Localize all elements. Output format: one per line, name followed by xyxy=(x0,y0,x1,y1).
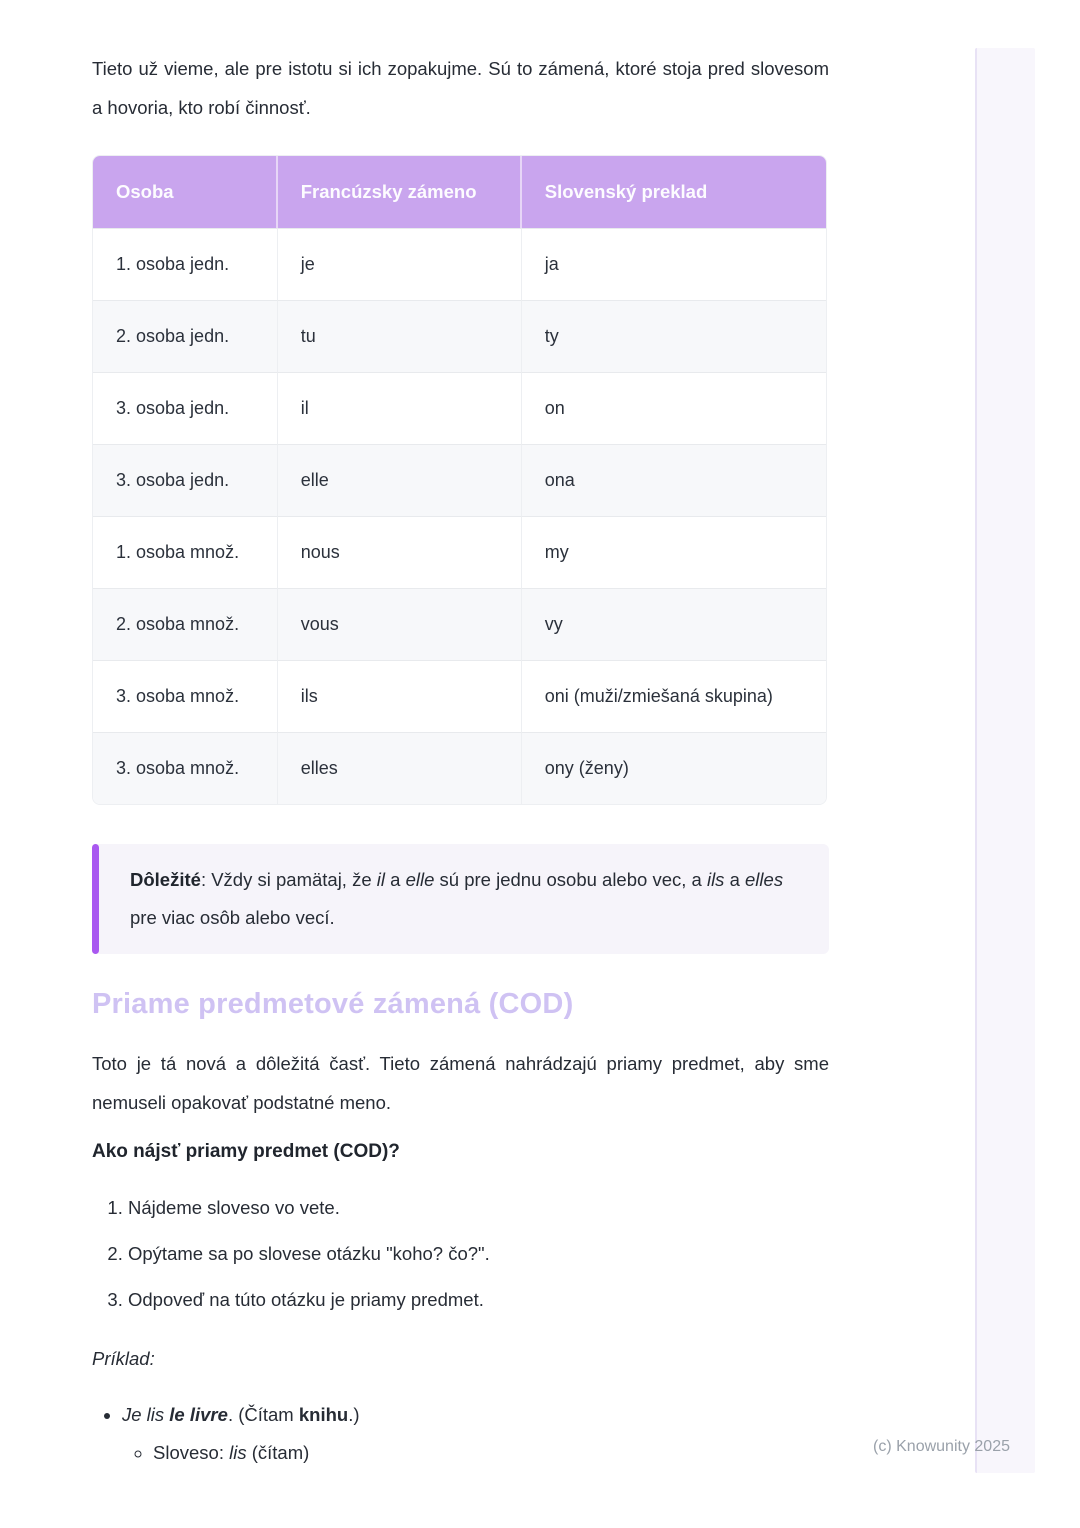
example-item xyxy=(122,1396,829,1472)
example-french-object: le livre xyxy=(169,1404,228,1425)
table-cell: vy xyxy=(522,588,826,660)
table-cell: 1. osoba množ. xyxy=(93,516,278,588)
example-text: . (Čítam xyxy=(227,1404,299,1425)
table-cell: 1. osoba jedn. xyxy=(93,228,278,300)
table-cell: je xyxy=(278,228,522,300)
header-cell-osoba: Osoba xyxy=(93,156,278,228)
header-cell-slovensky-preklad: Slovenský preklad xyxy=(522,156,826,228)
important-callout xyxy=(92,844,829,954)
how-to-heading: Ako nájsť priamy predmet (COD)? xyxy=(92,1141,400,1162)
pronoun-table xyxy=(92,155,827,805)
callout-text: sú pre jednu osobu alebo vec, a xyxy=(434,869,707,890)
table-row xyxy=(93,300,826,372)
table-cell: ona xyxy=(522,444,826,516)
step-item: 2. Opýtame sa po slovese otázku "koho? čo?". xyxy=(128,1235,829,1273)
copyright-watermark: (c) Knowunity 2025 xyxy=(873,1438,1010,1455)
table-row xyxy=(93,588,826,660)
example-label: Príklad: xyxy=(92,1348,155,1369)
table-row xyxy=(93,732,826,804)
table-row xyxy=(93,372,826,444)
table-cell: nous xyxy=(278,516,522,588)
example-sub-verb: lis xyxy=(229,1442,247,1463)
table-cell: ils xyxy=(278,660,522,732)
table-header-row xyxy=(93,156,826,228)
table-cell: oni (muži/zmiešaná skupina) xyxy=(522,660,826,732)
table-cell: il xyxy=(278,372,522,444)
table-cell: vous xyxy=(278,588,522,660)
table-cell: elle xyxy=(278,444,522,516)
table-cell: 2. osoba jedn. xyxy=(93,300,278,372)
example-sub-text: (čítam) xyxy=(246,1442,310,1463)
callout-text: : Vždy si pamätaj, že xyxy=(200,869,377,890)
table-cell: ty xyxy=(522,300,826,372)
callout-term: il xyxy=(376,869,385,890)
table-cell: 3. osoba jedn. xyxy=(93,444,278,516)
table-cell: my xyxy=(522,516,826,588)
document-page xyxy=(92,0,829,1472)
table-cell: 2. osoba množ. xyxy=(93,588,278,660)
table-row xyxy=(93,660,826,732)
table-cell: on xyxy=(522,372,826,444)
step-item: 3. Odpoveď na túto otázku je priamy predmet. xyxy=(128,1281,829,1319)
callout-label: Dôležité xyxy=(130,869,201,890)
example-list xyxy=(92,1396,829,1472)
header-cell-francuzsky-zameno: Francúzsky zámeno xyxy=(278,156,522,228)
section-paragraph: Toto je tá nová a dôležitá časť. Tieto zámená nahrádzajú priamy predmet, aby sme nemuseli opakovať podstatné meno. xyxy=(92,1053,829,1113)
example-french-text: Je lis xyxy=(122,1404,170,1425)
example-subitem xyxy=(153,1434,829,1472)
intro-paragraph: Tieto už vieme, ale pre istotu si ich zopakujme. Sú to zámená, ktoré stoja pred slovesom a hovoria, kto robí činnosť. xyxy=(92,58,829,118)
table-cell: tu xyxy=(278,300,522,372)
table-cell: ony (ženy) xyxy=(522,732,826,804)
callout-text: pre viac osôb alebo vecí. xyxy=(130,907,335,928)
section-title: Priame predmetové zámená (COD) xyxy=(92,988,574,1020)
callout-term: elle xyxy=(405,869,435,890)
table-cell: ja xyxy=(522,228,826,300)
next-page-edge-panel xyxy=(975,48,1035,1473)
table-cell: 3. osoba množ. xyxy=(93,660,278,732)
table-row xyxy=(93,444,826,516)
table-cell: 3. osoba množ. xyxy=(93,732,278,804)
table-row xyxy=(93,228,826,300)
example-sub-text: Sloveso: xyxy=(153,1442,230,1463)
callout-text: a xyxy=(385,869,406,890)
example-slovak-object: knihu xyxy=(298,1404,349,1425)
table-cell: 3. osoba jedn. xyxy=(93,372,278,444)
table-cell: elles xyxy=(278,732,522,804)
steps-list xyxy=(92,1189,829,1319)
step-item: 1. Nájdeme sloveso vo vete. xyxy=(128,1189,829,1227)
table-row xyxy=(93,516,826,588)
callout-text: a xyxy=(724,869,746,890)
callout-term: ils xyxy=(706,869,725,890)
callout-term: elles xyxy=(745,869,784,890)
example-sublist xyxy=(122,1434,829,1472)
example-text: .) xyxy=(348,1404,360,1425)
